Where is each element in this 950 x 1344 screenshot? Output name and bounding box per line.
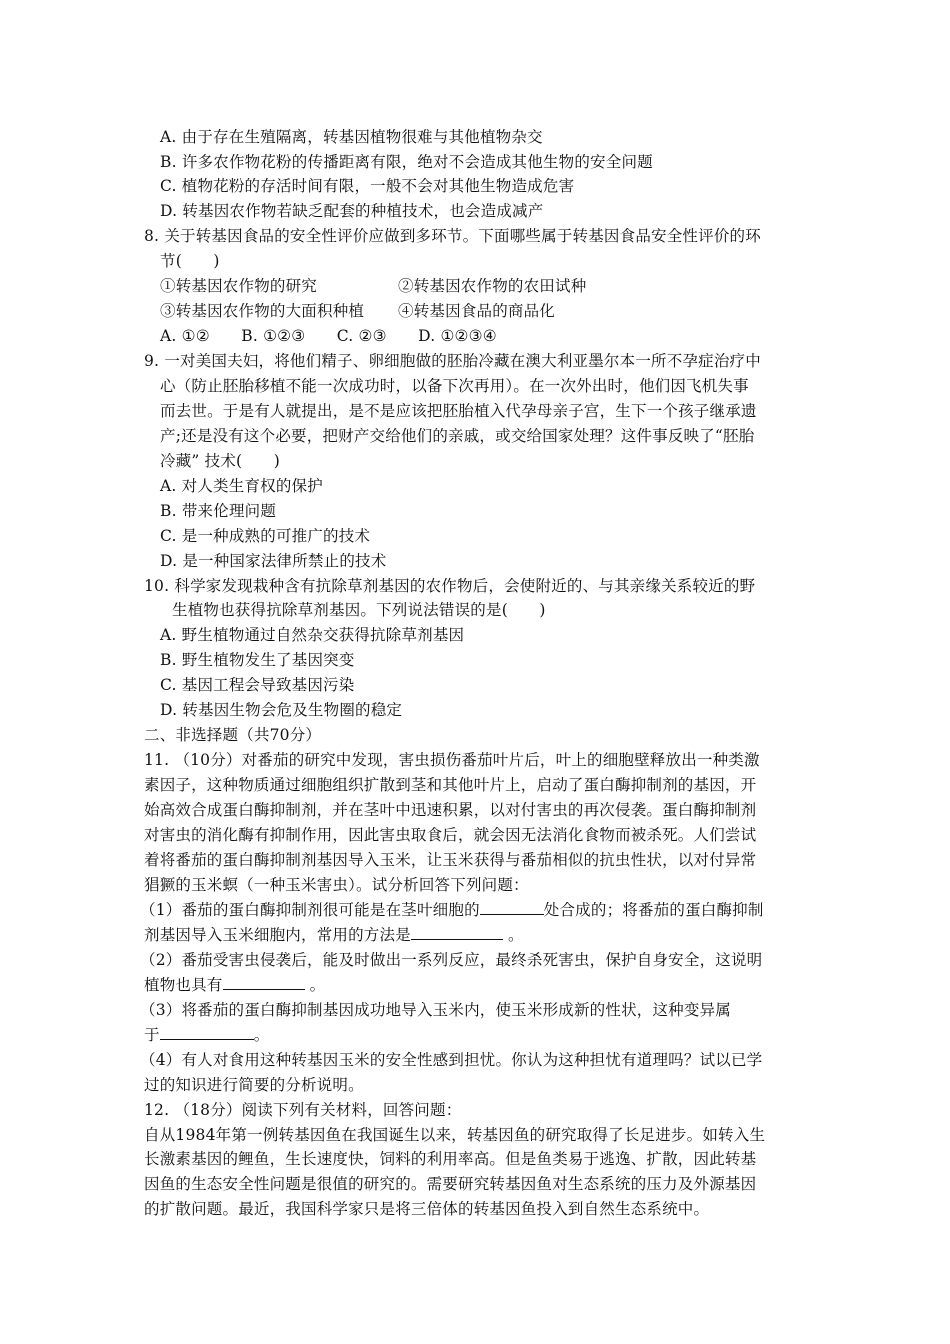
q11-stem-line-4: 对害虫的消化酶有抑制作用，因此害虫取食后，就会因无法消化食物而被杀死。人们尝试 xyxy=(144,826,757,844)
q8-stem-line-1: 8. 关于转基因食品的安全性评价应做到多环节。下面哪些属于转基因食品安全性评价的环 xyxy=(144,227,761,245)
q11-stem-line-2: 素因子，这种物质通过细胞组织扩散到茎和其他叶片上，启动了蛋白酶抑制剂的基因，开 xyxy=(144,776,757,794)
q11-part-2-line-2 xyxy=(144,974,325,996)
q10-stem-line-2: 生植物也获得抗除草剂基因。下列说法错误的是( ) xyxy=(172,601,546,619)
q11-part-1-line-2 xyxy=(144,924,524,946)
q12-material-line-3: 因鱼的生态安全性问题是很值的研究的。需要研究转基因鱼对生态系统的压力及外源基因 xyxy=(144,1175,757,1193)
q9-option-b: B. 带来伦理问题 xyxy=(160,502,277,520)
q11-part-1-text-c: 剂基因导入玉米细胞内，常用的方法是 xyxy=(144,926,411,944)
q9-stem-line-1: 9. 一对美国夫妇，将他们精子、卵细胞做的胚胎冷藏在澳大利亚墨尔本一所不孕症治疗中 xyxy=(144,352,761,370)
q11-stem-line-1: 11. （10分）对番茄的研究中发现，害虫损伤番茄叶片后，叶上的细胞壁释放出一种类激 xyxy=(144,751,760,769)
q10-stem-line-1: 10. 科学家发现栽种含有抗除草剂基因的农作物后，会使附近的、与其亲缘关系较近的野 xyxy=(144,577,756,595)
q11-part-4-line-1: （4）有人对食用这种转基因玉米的安全性感到担忧。你认为这种担忧有道理吗？试以已学 xyxy=(140,1051,763,1069)
q7-option-d: D. 转基因农作物若缺乏配套的种植技术，也会造成减产 xyxy=(160,202,544,220)
q11-part-3-line-2 xyxy=(144,1024,269,1046)
q11-stem-line-5: 着将番茄的蛋白酶抑制剂基因导入玉米，让玉米获得与番茄相似的抗虫性状，以对付异常 xyxy=(144,851,757,869)
section-heading: 二、非选择题（共70分） xyxy=(144,726,322,744)
q9-stem-line-5: 冷藏” 技术( ) xyxy=(160,452,280,470)
q7-option-a: A. 由于存在生殖隔离，转基因植物很难与其他植物杂交 xyxy=(160,128,543,146)
q10-option-c: C. 基因工程会导致基因污染 xyxy=(160,676,355,694)
q8-item-4: ④转基因食品的商品化 xyxy=(398,302,556,320)
q11-part-2-text-b: 植物也具有 xyxy=(144,976,223,994)
q8-item-2: ②转基因农作物的农田试种 xyxy=(398,277,587,295)
q7-option-b: B. 许多农作物花粉的传播距离有限，绝对不会造成其他生物的安全问题 xyxy=(160,153,653,171)
q11-part-1-text-b: 处合成的；将番茄的蛋白酶抑制 xyxy=(543,901,764,919)
answer-blank-3[interactable] xyxy=(223,975,305,990)
q8-item-1: ①转基因农作物的研究 xyxy=(160,277,318,295)
q12-material-line-1: 自从1984年第一例转基因鱼在我国诞生以来，转基因鱼的研究取得了长足进步。如转入生 xyxy=(144,1126,766,1144)
q12-material-line-4: 的扩散问题。最近，我国科学家只是将三倍体的转基因鱼投入到自然生态系统中。 xyxy=(144,1200,710,1218)
q12-heading: 12. （18分）阅读下列有关材料，回答问题： xyxy=(144,1101,462,1119)
q9-option-a: A. 对人类生育权的保护 xyxy=(160,477,323,495)
q8-stem-line-2: 节( ) xyxy=(160,252,220,270)
q11-part-2-line-1: （2）番茄受害虫侵袭后，能及时做出一系列反应，最终杀死害虫，保护自身安全，这说明 xyxy=(140,951,763,969)
q11-part-2-text-c: 。 xyxy=(304,976,326,994)
q11-stem-line-6: 猖獗的玉米螟（一种玉米害虫）。试分析回答下列问题： xyxy=(144,876,529,894)
q12-material-line-2: 长激素基因的鲤鱼，生长速度快，饲料的利用率高。但是鱼类易于逃逸、扩散，因此转基 xyxy=(144,1150,757,1168)
q7-option-c: C. 植物花粉的存活时间有限，一般不会对其他生物造成危害 xyxy=(160,177,575,195)
q8-options: A. ①② B. ①②③ C. ②③ D. ①②③④ xyxy=(160,327,497,345)
q11-part-4-line-2: 过的知识进行简要的分析说明。 xyxy=(144,1076,364,1094)
q11-part-1-text-d: 。 xyxy=(502,926,524,944)
q11-part-3-text-b: 于 xyxy=(144,1026,160,1044)
q11-part-3-line-1: （3）将番茄的蛋白酶抑制基因成功地导入玉米内，使玉米形成新的性状，这种变异属 xyxy=(140,1001,731,1019)
answer-blank-2[interactable] xyxy=(411,925,503,940)
q9-stem-line-2: 心（防止胚胎移植不能一次成功时，以备下次再用）。在一次外出时，他们因飞机失事 xyxy=(160,377,749,395)
q11-part-3-text-c: 。 xyxy=(253,1026,270,1044)
q9-option-d: D. 是一种国家法律所禁止的技术 xyxy=(160,552,387,570)
q10-option-a: A. 野生植物通过自然杂交获得抗除草剂基因 xyxy=(160,626,465,644)
q8-item-3: ③转基因农作物的大面积种植 xyxy=(160,302,365,320)
q11-stem-line-3: 始高效合成蛋白酶抑制剂，并在茎叶中迅速积累，以对付害虫的再次侵袭。蛋白酶抑制剂 xyxy=(144,801,757,819)
q11-part-1-text-a: （1）番茄的蛋白酶抑制剂很可能是在茎叶细胞的 xyxy=(140,901,480,919)
q10-option-b: B. 野生植物发生了基因突变 xyxy=(160,651,355,669)
answer-blank-4[interactable] xyxy=(160,1025,254,1040)
q9-option-c: C. 是一种成熟的可推广的技术 xyxy=(160,527,371,545)
answer-blank-1[interactable] xyxy=(480,900,544,915)
q10-option-d: D. 转基因生物会危及生物圈的稳定 xyxy=(160,701,403,719)
q9-stem-line-3: 而去世。于是有人就提出，是不是应该把胚胎植入代孕母亲子宫，生下一个孩子继承遗 xyxy=(160,402,757,420)
q9-stem-line-4: 产;还是没有这个必要，把财产交给他们的亲戚，或交给国家处理？这件事反映了“胚胎 xyxy=(160,427,755,445)
q11-part-1-line-1 xyxy=(140,899,764,921)
